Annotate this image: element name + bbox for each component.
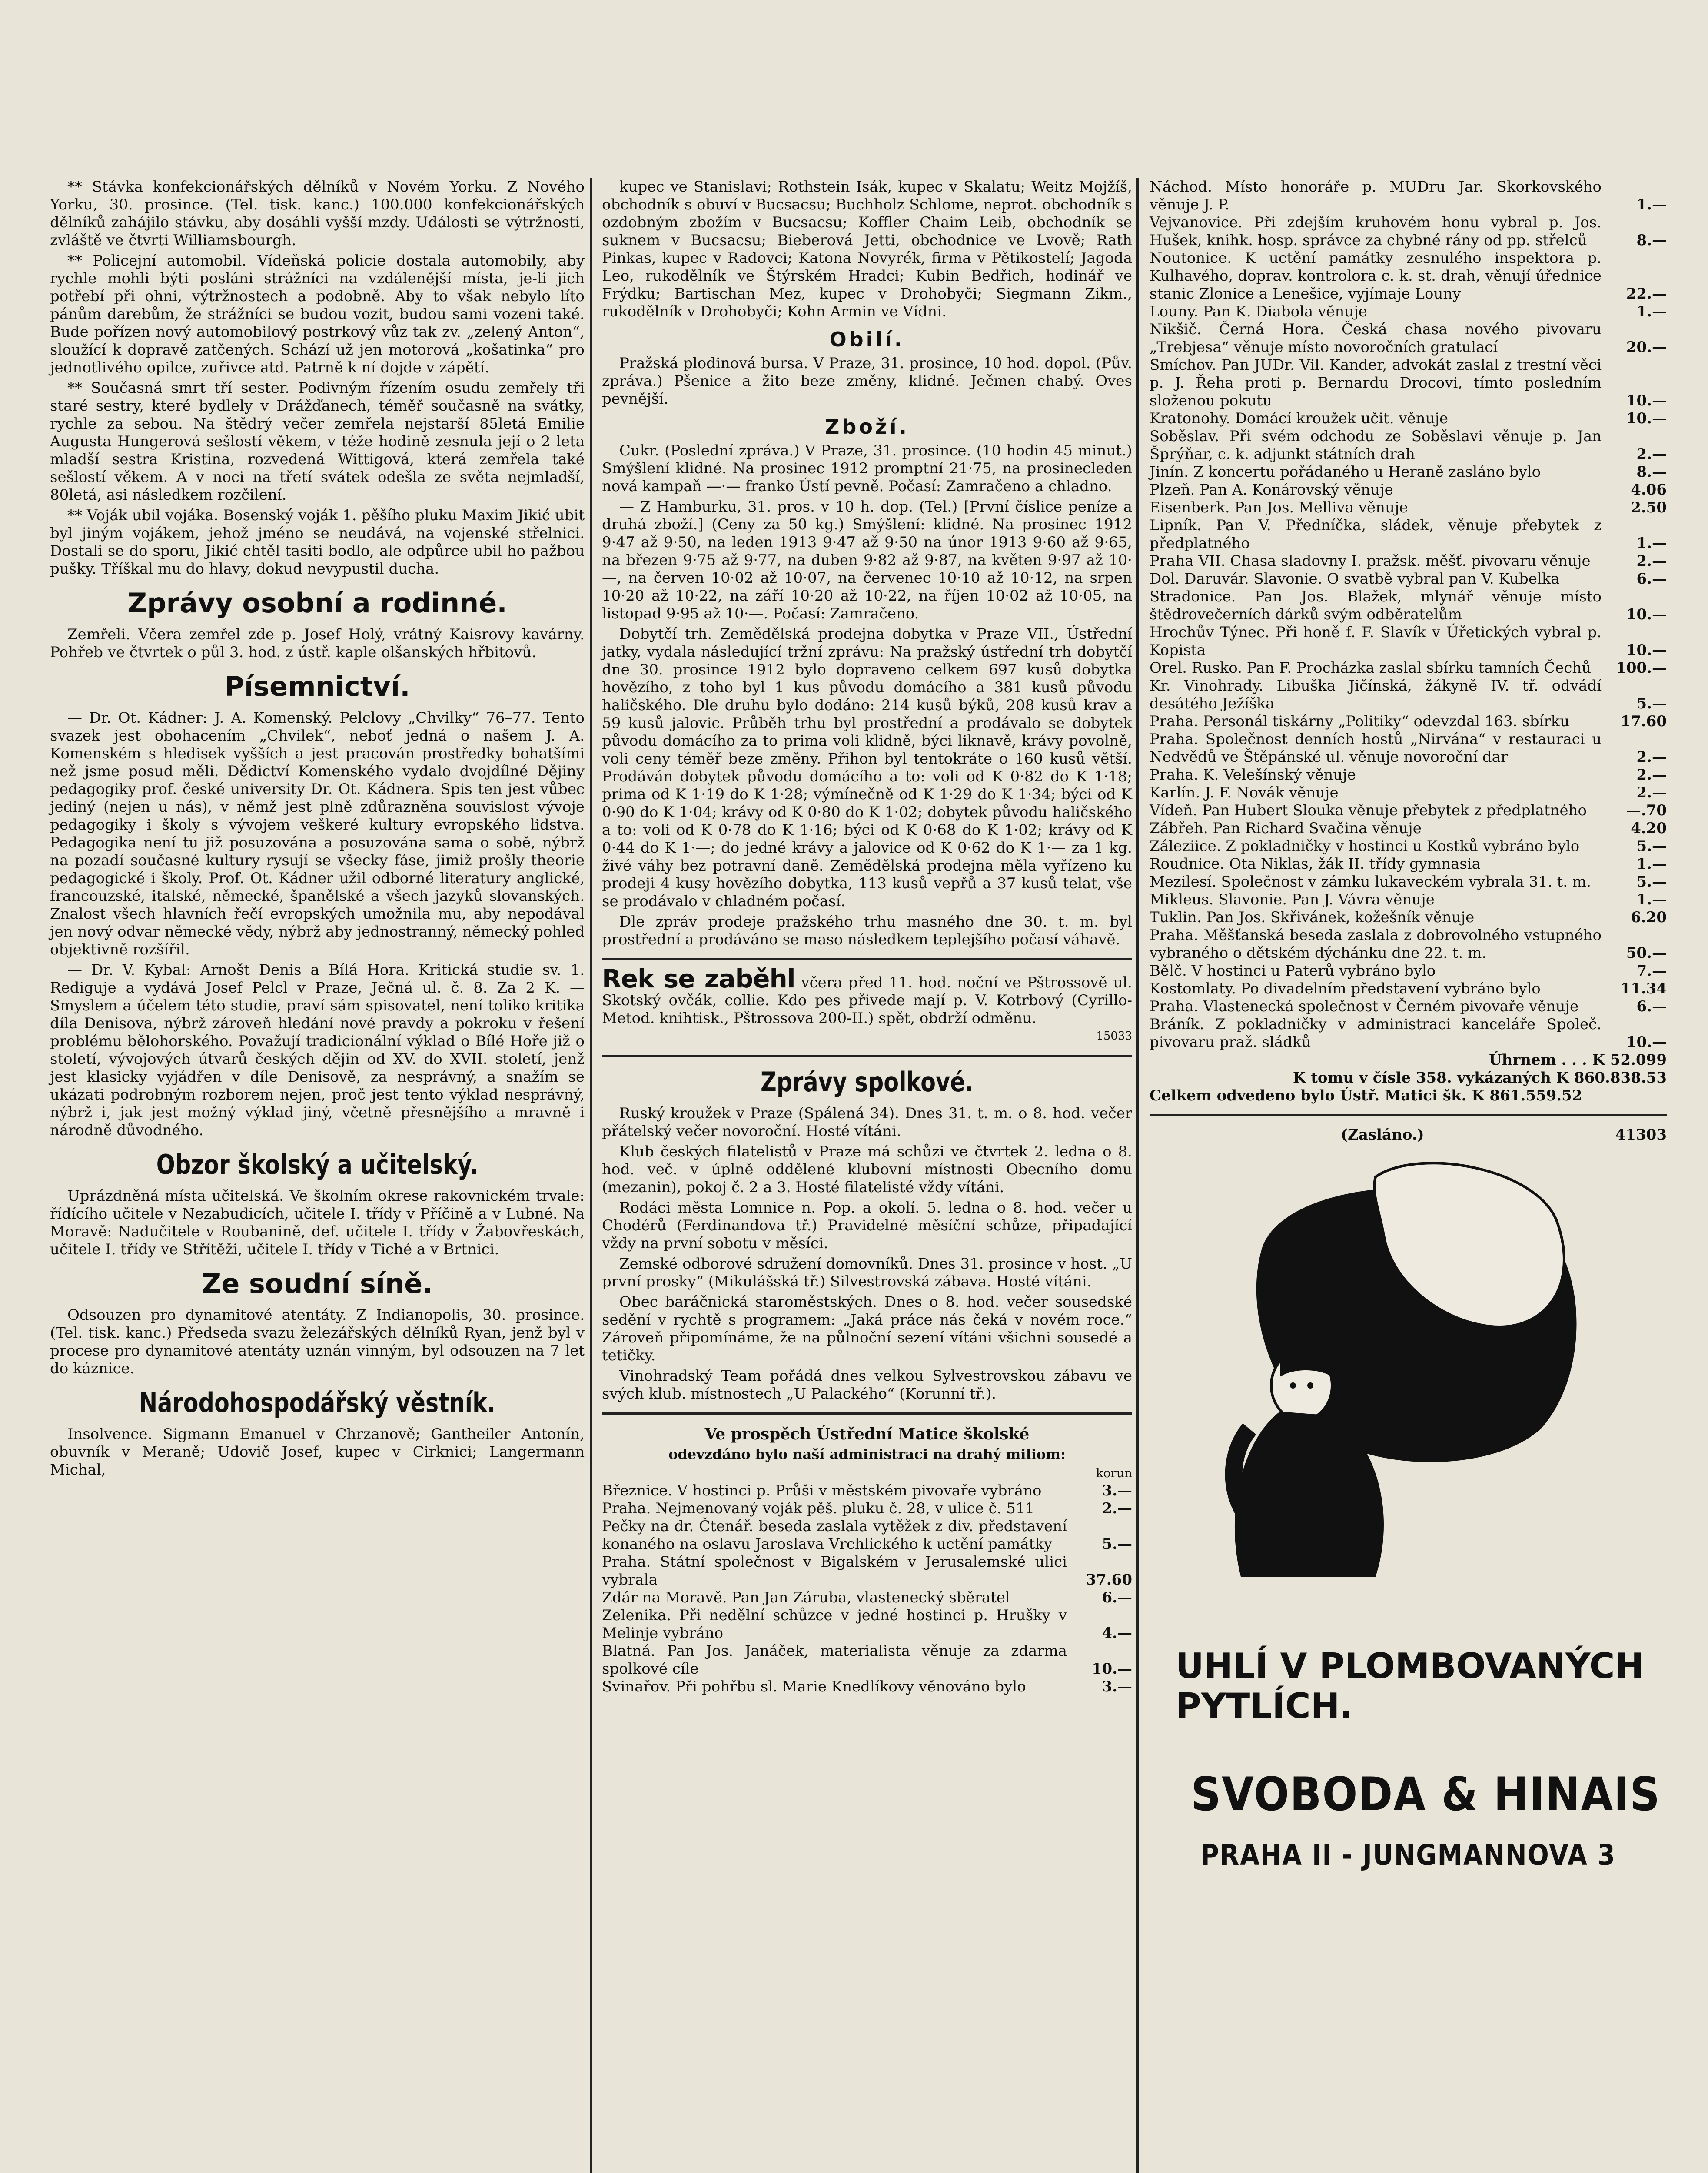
donation-amount: 11.34	[1620, 980, 1667, 997]
donation-unit: korun	[1096, 1466, 1132, 1480]
donation-row	[1150, 980, 1667, 998]
club-russian: Ruský kroužek v Praze (Spálená 34). Dnes 31. t. m. o 8. hod. večer přátelský večer novoroční. Hosté vítáni.	[602, 1105, 1132, 1140]
section-heading-literature: Písemnictví.	[224, 671, 410, 702]
donation-text: Kratonohy. Domácí kroužek učit. věnuje	[1150, 410, 1449, 427]
donation-amount: 20.—	[1626, 339, 1667, 356]
donation-row	[1150, 837, 1667, 855]
club-janitors: Zemské odborové sdružení domovníků. Dnes 31. prosince v host. „U první prosky“ (Mikulášská tř.) Silvestrovská zábava. Hosté vítáni.	[602, 1255, 1132, 1290]
donation-text: Noutonice. K uctění památky zesnulého inspektora p. Kulhavého, doprav. kontrolora c. k. st. drah, věnují úřednice stanic Zlonice a Lenešice, vyjímaje Louny	[1150, 249, 1602, 302]
donation-text: Kr. Vinohrady. Libuška Jičínská, žákyně IV. tř. odvádí desátého Ježíška	[1150, 677, 1602, 712]
donation-text: Praha. Vlastenecká společnost v Černém pivovaře věnuje	[1150, 998, 1579, 1015]
donation-text: Mezilesí. Společnost v zámku lukaveckém vybrala 31. t. m.	[1150, 873, 1591, 890]
donation-amount: 37.60	[1086, 1571, 1132, 1588]
divider	[602, 958, 1132, 960]
donation-row	[1150, 428, 1667, 463]
donation-row	[1150, 481, 1667, 499]
article-hamburg: — Z Hamburku, 31. pros. v 10 h. dop. (Tel.) [První číslice peníze a druhá zboží.] (Ceny za 50 kg.) Smýšlení: klidné. Na prosinec 1912 9·47 až 9·50, na leden 1913 9·47 až 9·50 na únor 1913 9·60 až 9·65, na březen 9·75 až 9·77, na duben 9·82 až 9·87, na květen 9·97 až 10·—, na červen 10·02 až 10·07, na červenec 10·10 až 10·12, na srpen 10·20 až 10·22, na září 10·20 až 10·22, na říjen 10·02 až 10·05, na listopad 9·95 až 10·—. Počasí: Zamračeno.	[602, 498, 1132, 622]
donation-text: Svinařov. Při pohřbu sl. Marie Knedlíkovy věnováno bylo	[602, 1678, 1026, 1695]
donation-amount: 1.—	[1636, 891, 1667, 908]
donation-amount: 4.06	[1631, 481, 1667, 498]
article-obituary: Zemřeli. Včera zemřel zde p. Josef Holý, vrátný Kaisrovy kavárny. Pohřeb ve čtvrtek o půl 3. hod. z ústř. kaple olšanských hřbitovů.	[50, 626, 585, 661]
column-divider	[1136, 178, 1139, 2173]
donation-amount: 5.—	[1636, 873, 1667, 890]
donation-amount: 100.—	[1616, 659, 1667, 677]
club-baracnici: Obec baráčnická staroměstských. Dnes o 8. hod. večer sousedské sedění v rychtě s programem: „Jaká práce nás čeká v novém roce.“ Zároveň připomínáme, že na půlnoční sezení vítáni všichni sousedé a tetičky.	[602, 1293, 1132, 1364]
donation-amount: 10.—	[1626, 392, 1667, 409]
donation-amount: 5.—	[1102, 1535, 1132, 1553]
donation-row	[1150, 677, 1667, 713]
donation-list-continued	[1150, 178, 1667, 1051]
article-meat-market: Dle zpráv prodeje pražského trhu masného dne 30. t. m. byl prostřední a prodáváno se maso následkem teplejšího počasí váhavě.	[602, 913, 1132, 948]
donation-text: Praha. K. Velešínský věnuje	[1150, 766, 1356, 784]
donation-amount: 6.—	[1636, 570, 1667, 588]
donation-text: Roudnice. Ota Niklas, žák II. třídy gymnasia	[1150, 855, 1481, 873]
donation-text: Vídeň. Pan Hubert Slouka věnuje přebytek z předplatného	[1150, 802, 1587, 819]
lost-dog-title: Rek se zaběhl	[602, 964, 795, 993]
article-teacher-posts: Uprázdněná místa učitelská. Ve školním okrese rakovnickém trvale: řídícího učitele v Nezabudicích, učitele I. třídy v Příčině a v Lubné. Na Moravě: Nadučitele v Roubanině, def. učitele I. třídy v Žabovřeskách, učitele I. třídy ve Střítěži, učitele I. třídy v Tiché a v Brtnici.	[50, 1187, 585, 1258]
donation-row	[602, 1607, 1132, 1642]
donation-amount: 50.—	[1626, 944, 1667, 962]
donation-amount: 1.—	[1636, 535, 1667, 552]
article-sugar: Cukr. (Poslední zpráva.) V Praze, 31. prosince. (10 hodin 45 minut.) Smýšlení klidné. Na prosinec 1912 promptní 21·75, na prosinecleden nová kampaň —·— franko Ústí pevně. Počasí: Zamračeno a chladno.	[602, 442, 1132, 495]
donation-row	[1150, 855, 1667, 873]
donation-row	[602, 1589, 1132, 1607]
donation-text: Praha. Personál tiskárny „Politiky“ odevzdal 163. sbírku	[1150, 713, 1570, 730]
divider	[1150, 1114, 1667, 1116]
article-kadner: — Dr. Ot. Kádner: J. A. Komenský. Pelclovy „Chvilky“ 76–77. Tento svazek jest obohacením „Chvilek“, neboť jedná o našem J. A. Komenském s hledisek vyšších a jest pracován prostředky bohatšími než jsme posud měli. Dědictví Komenského vydalo dvojdílné Dějiny pedagogiky prof. české university Dr. Ot. Kádnera. Spis ten jest vůbec jediný (nejen u nás), v němž jest plně zdůrazněna souvislost vývoje pedagogiky i školy s vývojem veškeré kultury evropského lidstva. Pedagogika není tu již posuzována a posuzována sama o sobě, nýbrž na pozadí současné kultury rysují se všecky fáse, jimiž prošly theorie pedagogické i školy. Prof. Ot. Kádner užil odborné literatury anglické, francouzské, italské, německé, španělské a všech jazyků slovanských. Znalost všech hlavních řečí evropských umožnila mu, aby nepodával jen nový odvar německé vědy, nýbrž aby jednostranný, německý pohled objektivně rozšířil.	[50, 709, 585, 958]
donation-row	[1150, 784, 1667, 802]
donation-row	[1150, 249, 1667, 303]
donation-text: Blatná. Pan Jos. Janáček, materialista věnuje za zdarma spolkové cíle	[602, 1642, 1067, 1678]
coal-advertisement	[1150, 1151, 1667, 1929]
advert-header	[1150, 1126, 1667, 1144]
donation-row	[1150, 552, 1667, 570]
donation-text: Vejvanovice. Při zdejším kruhovém honu vybral p. Jos. Hušek, knihk. hosp. správce za chybné rány od pp. střelců	[1150, 214, 1602, 249]
donation-text: Kostomlaty. Po divadelním představení vybráno bylo	[1150, 980, 1541, 997]
section-heading-personal: Zprávy osobní a rodinné.	[127, 587, 507, 619]
donation-amount: 5.—	[1636, 837, 1667, 855]
donation-amount: 4.20	[1631, 820, 1667, 837]
donation-text: Nikšič. Černá Hora. Česká chasa nového pivovaru „Trebjesa“ věnuje místo novoročních gratulací	[1150, 321, 1602, 356]
article-police-car: ** Policejní automobil. Vídeňská policie dostala automobily, aby rychle mohli býti posláni strážníci na vzdálenější místa, je-li jich potřebí při ohni, výtržnostech a podobně. Aby to však nebylo líto pánům darebům, že strážníci se budou vozit, budou sami vozeni také. Bude pořízen nový automobilový postrkový vůz tak zv. „zelený Anton“, sloužící k dopravě zatčených. Schází už jen motorová „košatinka“ pro jednotlivého opilce, zuřivce atd. Patrně k ní dojde v zápětí.	[50, 252, 585, 376]
lost-dog-notice	[602, 964, 1132, 1045]
donation-text: Plzeň. Pan A. Konárovský věnuje	[1150, 481, 1393, 498]
coal-slogan: UHLÍ V PLOMBOVANÝCH PYTLÍCH.	[1176, 1646, 1644, 1726]
donation-row	[1150, 820, 1667, 837]
donation-row	[1150, 802, 1667, 820]
coal-firm-name: SVOBODA & HINAIS	[1191, 1768, 1661, 1821]
grand-total: Celkem odvedeno bylo Ústř. Matici šk. K 861.559.52	[1150, 1087, 1582, 1104]
coal-firm-address: PRAHA II - JUNGMANNOVA 3	[1200, 1838, 1616, 1872]
donation-list	[602, 1482, 1132, 1696]
donation-text: Praha VII. Chasa sladovny I. pražsk. měšť. pivovaru věnuje	[1150, 552, 1591, 570]
article-cattle-market: Dobytčí trh. Zemědělská prodejna dobytka v Praze VII., Ústřední jatky, vydala následující tržní zprávu: Na pražský ústřední trh dobytčí dne 30. prosince 1912 bylo dopraveno celkem 697 kusů dobytka hovězího, z toho byl 1 kus původu domácího a 381 kusů původu haličského. Dle druhu bylo dodáno: 214 kusů býků, 208 kusů krav a 59 kusů jalovic. Průběh trhu byl prostřední a prodávalo se dobytek původu domácího za to prima voli klidně, býci liknavě, krávy povolně, voli ceny téměř beze změny. Přihon byl tentokráte o 160 kusů větší. Prodáván dobytek původu domácího a to: voli od K 0·82 do K 1·18; prima od K 1·19 do K 1·28; výmínečně od K 1·29 do K 1·34; býci od K 0·90 do K 1·04; krávy od K 0·80 do K 1·02; dobytek původu haličského a to: voli od K 0·78 do K 1·16; býci od K 0·68 do K 1·02; krávy od K 0·44 do K 1·—; do jedné krávy a jalovice od K 0·62 do K 1·— za 1 kg. živé váhy bez potravní daně. Zemědělská prodejna měla vyřízeno ku prodeji 4 kusy hovězího dobytka, 113 kusů vepřů a 37 kusů telat, vše se prodávalo v chladném počasí.	[602, 625, 1132, 910]
donation-amount: 10.—	[1626, 410, 1667, 427]
total-value: 52.099	[1610, 1051, 1667, 1069]
donation-amount: 4.—	[1102, 1625, 1132, 1642]
donation-row	[602, 1678, 1132, 1696]
donation-text: Stradonice. Pan Jos. Blažek, mlynář věnuje místo štědrovečerních dárků svým odběratelům	[1150, 588, 1602, 623]
donation-row	[602, 1482, 1132, 1500]
donation-text: Praha. Společnost denních hostů „Nirvána“ v restauraci u Nedvědů ve Štěpánské ul. věnuje novoroční dar	[1150, 731, 1602, 766]
donation-subheading: odevzdáno bylo naší administraci na drahý miliom:	[668, 1446, 1066, 1462]
donation-row	[1150, 178, 1667, 214]
donation-text: Záleziice. Z pokladničky v hostinci u Kostků vybráno bylo	[1150, 837, 1580, 855]
club-lomnice: Rodáci města Lomnice n. Pop. a okolí. 5. ledna o 8. hod. večer u Chodérů (Ferdinandova tř.) Pravidelné měsíční schůze, připadající vždy na první sobotu v měsíci.	[602, 1199, 1132, 1252]
previous-total: K tomu v čísle 358. vykázaných K 860.838.53	[1293, 1069, 1667, 1086]
donation-row	[602, 1500, 1132, 1518]
donation-text: Bráník. Z pokladničky v administraci kanceláře Společ. pivovaru praž. sládků	[1150, 1016, 1602, 1051]
donation-text: Louny. Pan K. Diabola věnuje	[1150, 303, 1367, 320]
donation-row	[1150, 909, 1667, 927]
donation-amount: 2.50	[1631, 499, 1667, 516]
article-strike-newyork: ** Stávka konfekcionářských dělníků v Novém Yorku. Z Nového Yorku, 30. prosince. (Tel. tisk. kanc.) 100.000 konfekcionářských dělníků zahájilo stávku, aby dosáhli vyšší mzdy. Události se výtržnosti, zvláště ve čtvrti Williamsbourgh.	[50, 178, 585, 249]
donation-row	[1150, 731, 1667, 766]
donation-amount: 6.—	[1636, 998, 1667, 1015]
donation-text: Smíchov. Pan JUDr. Vil. Kander, advokát zaslal z trestní věci p. J. Řeha proti p. Bernardu Drocovi, tímto posledním složenou pokutu	[1150, 356, 1602, 409]
donation-text: Zábřeh. Pan Richard Svačina věnuje	[1150, 820, 1422, 837]
donation-text: Jinín. Z koncertu pořádaného u Heraně zasláno bylo	[1150, 463, 1541, 481]
donation-row	[1150, 659, 1667, 677]
donation-row	[1150, 962, 1667, 980]
donation-text: Zelenika. Při nedělní schůzce v jedné hostinci p. Hrušky v Melinje vybráno	[602, 1607, 1067, 1642]
donation-row	[1150, 766, 1667, 784]
section-heading-economy: Národohospodářský věstník.	[139, 1387, 496, 1419]
donation-amount: 1.—	[1636, 196, 1667, 213]
column-divider	[590, 178, 592, 2173]
column-1	[50, 178, 585, 1482]
section-heading-school: Obzor školský a učitelský.	[156, 1149, 479, 1180]
club-philatelists: Klub českých filatelistů v Praze má schůzi ve čtvrtek 2. ledna o 8. hod. več. v úplně oddělené klubovní místnosti Obecního domu (mezanin), pokoj č. 2 a 3. Hosté filatelisté vždy vítáni.	[602, 1143, 1132, 1196]
column-3	[1150, 178, 1667, 1929]
advert-number: 41303	[1615, 1126, 1667, 1143]
article-grain-bourse: Pražská plodinová bursa. V Praze, 31. prosince, 10 hod. dopol. (Pův. zpráva.) Pšenice a žito beze změny, klidné. Ječmen chabý. Oves pevnější.	[602, 355, 1132, 408]
donation-row	[1150, 517, 1667, 552]
donation-text: Pečky na dr. Čtenář. beseda zaslala vytěžek z div. představení konaného na oslavu Jaroslava Vrchlického k uctění památky	[602, 1518, 1067, 1553]
divider	[602, 1055, 1132, 1057]
donation-heading: Ve prospěch Ústřední Matice školské	[704, 1425, 1030, 1443]
donation-text: Zdár na Moravě. Pan Jan Záruba, vlastenecký sběratel	[602, 1589, 1010, 1606]
donation-amount: 2.—	[1636, 766, 1667, 784]
donation-amount: 10.—	[1626, 641, 1667, 659]
section-heading-court: Ze soudní síně.	[202, 1268, 433, 1299]
donation-row	[1150, 463, 1667, 481]
donation-row	[1150, 891, 1667, 909]
donation-amount: 10.—	[1626, 606, 1667, 623]
donation-amount: 5.—	[1636, 695, 1667, 712]
donation-amount: 17.60	[1620, 713, 1667, 730]
donation-text: Mikleus. Slavonie. Pan J. Vávra věnuje	[1150, 891, 1435, 908]
donation-amount: 6.20	[1631, 909, 1667, 926]
donation-amount: 10.—	[1091, 1660, 1132, 1678]
donation-text: Lipník. Pan V. Předníčka, sládek, věnuje přebytek z předplatného	[1150, 517, 1602, 552]
article-insolvency-cont: kupec ve Stanislavi; Rothstein Isák, kupec v Skalatu; Weitz Mojžíš, obchodník s obuví v Bucsacsu; Buchholz Schlome, neprot. obchodník s ozdobným zbožím v Bucsacsu; Koffler Chaim Leib, obchodník se suknem v Bucsacsu; Bieberová Jetti, obchodnice ve Lvově; Rath Pinkas, kupec v Radovci; Katona Novyrék, firma v Pětikostelí; Jagoda Leo, rukodělník ve Štýrském Hradci; Kubin Bedřich, hodinář ve Frýdku; Bartischan Mez, kupec v Drohobyči; Siegmann Zikm., rukodělník v Drohobyči; Kohn Armin ve Vídni.	[602, 178, 1132, 320]
donation-amount: 8.—	[1636, 463, 1667, 481]
club-vinohrady-team: Vinohradský Team pořádá dnes velkou Sylvestrovskou zábavu ve svých klub. místnostech „U Palackého“ (Korunní tř.).	[602, 1367, 1132, 1402]
donation-amount: 8.—	[1636, 232, 1667, 249]
donation-text: Praha. Státní společnost v Bigalském v Jerusalemské ulici vybrala	[602, 1553, 1067, 1588]
lost-dog-text: včera před 11. hod. noční ve Pštrossově ul. Skotský ovčák, collie. Kdo pes přivede mají p. V. Kotrbový (Cyrillo-Metod. knihtisk., Pštrossova 200-II.) spět, obdrží odměnu.	[602, 974, 1132, 1027]
section-heading-clubs: Zprávy spolkové.	[761, 1066, 974, 1098]
donation-amount: 6.—	[1102, 1589, 1132, 1606]
donation-row	[1150, 998, 1667, 1016]
donation-row	[1150, 873, 1667, 891]
donation-amount: 2.—	[1102, 1500, 1132, 1517]
donation-text: Praha. Nejmenovaný voják pěš. pluku č. 28, v ulice č. 511	[602, 1500, 1035, 1517]
donation-amount: 3.—	[1102, 1482, 1132, 1499]
donation-row	[602, 1553, 1132, 1589]
donation-amount: 1.—	[1636, 303, 1667, 320]
donation-row	[1150, 214, 1667, 249]
donation-amount: 3.—	[1102, 1678, 1132, 1695]
section-heading-goods: Zboží.	[825, 415, 909, 439]
donation-amount: 7.—	[1636, 962, 1667, 980]
donation-text: Hrochův Týnec. Při honě f. F. Slavík v Úřetických vybral p. Kopista	[1150, 624, 1602, 659]
donation-row	[1150, 927, 1667, 962]
donation-text: Soběslav. Při svém odchodu ze Soběslavi věnuje p. Jan Šprýňar, c. k. adjunkt státních drah	[1150, 428, 1602, 463]
donation-row	[1150, 410, 1667, 428]
donation-text: Orel. Rusko. Pan F. Procházka zaslal sbírku tamních Čechů	[1150, 659, 1592, 677]
donation-row	[602, 1642, 1132, 1678]
donation-text: Dol. Daruvár. Slavonie. O svatbě vybral pan V. Kubelka	[1150, 570, 1560, 588]
donation-row	[1150, 624, 1667, 659]
donation-row	[1150, 588, 1667, 624]
donation-amount: 2.—	[1636, 748, 1667, 766]
donation-total	[1150, 1051, 1667, 1069]
donation-row	[1150, 303, 1667, 321]
donation-amount: 2.—	[1636, 552, 1667, 570]
donation-text: Praha. Měšťanská beseda zaslala z dobrovolného vstupného vybraného o dětském dýchánku dne 22. t. m.	[1150, 927, 1602, 962]
donation-amount: 2.—	[1636, 784, 1667, 801]
donation-amount: 2.—	[1636, 445, 1667, 463]
donation-row	[1150, 356, 1667, 410]
donation-amount: 22.—	[1626, 285, 1667, 302]
donation-amount: —.70	[1626, 802, 1667, 819]
donation-text: Eisenberk. Pan Jos. Melliva věnuje	[1150, 499, 1408, 516]
advert-label: (Zasláno.)	[1340, 1126, 1424, 1143]
section-heading-grain: Obilí.	[829, 328, 905, 351]
donation-row	[1150, 499, 1667, 517]
donation-row	[1150, 713, 1667, 731]
total-label: Úhrnem . . . K	[1489, 1051, 1605, 1069]
donation-text: Březnice. V hostinci p. Průši v městském pivovaře vybráno	[602, 1482, 1042, 1499]
article-insolvency: Insolvence. Sigmann Emanuel v Chrzanově; Gantheiler Antonín, obuvník v Meraně; Udovič Josef, kupec v Cirknici; Langermann Michal,	[50, 1425, 585, 1479]
article-three-sisters: ** Současná smrt tří sester. Podivným řízením osudu zemřely tři staré sestry, které bydlely v Drážďanech, téměř současně na svátky, rychle za sebou. Na štědrý večer zemřela nejstarší 85letá Emilie Augusta Hungerová sešlostí věkem, v téže hodině zesnula její o 2 leta mladší sestra Kristina, rozvedená Wittigová, která zemřela také sešlostí věkem. A v noci na třetí svátek odešla ze světa nejmladší, 80letá, asi následkem rozčilení.	[50, 379, 585, 504]
donation-row	[1150, 570, 1667, 588]
divider	[602, 1412, 1132, 1415]
article-soldier: ** Voják ubil vojáka. Bosenský voják 1. pěšího pluku Maxim Jikić ubit byl jiným vojákem, jehož jméno se neudává, na vojenské střelnici. Dostali se do sporu, Jikić chtěl tasiti bodlo, ale odpůrce ubil ho pažbou pušky. Tříškal mu do hlavy, dokud nevypustil ducha.	[50, 507, 585, 578]
donation-amount: 10.—	[1626, 1033, 1667, 1051]
donation-text: Karlín. J. F. Novák věnuje	[1150, 784, 1339, 801]
article-dynamite: Odsouzen pro dynamitové atentáty. Z Indianopolis, 30. prosince. (Tel. tisk. kanc.) Předseda svazu železářských dělníků Ryan, jenž byl v procese pro dynamitové atentáty uznán vinným, byl odsouzen na 7 let do káznice.	[50, 1306, 585, 1377]
donation-text: Bělč. V hostinci u Paterů vybráno bylo	[1150, 962, 1436, 980]
donation-row	[1150, 1016, 1667, 1051]
donation-row	[1150, 321, 1667, 356]
article-kybal: — Dr. V. Kybal: Arnošt Denis a Bílá Hora. Kritická studie sv. 1. Rediguje a vydává Josef Pelcl v Praze, Ječná ul. č. 8. Za 2 K. — Smyslem a účelem této studie, praví sám spisovatel, není toliko kritika díla Denisova, nýbrž zároveň hledání nové pravdy a pokroku v řešení problému bělohorského. Považují tradicionální výklad o Bílé Hoře již o století, vývojových útvarů českých dějin od XV. do XVII. století, jenž jest klasicky vyjádřen v díle Denisově, za nesprávný, a snažím se ukázati podrobným rozborem nejen, proč jest tento výklad nesprávný, nýbrž i, jak jest možný výklad jiný, včetně přesnějšího a mravně i národně důvodného.	[50, 961, 585, 1139]
newspaper-page	[41, 35, 1675, 2173]
donation-row	[602, 1518, 1132, 1553]
donation-amount: 1.—	[1636, 855, 1667, 873]
notice-number: 15033	[1096, 1030, 1132, 1043]
donation-text: Náchod. Místo honoráře p. MUDru Jar. Skorkovského věnuje J. P.	[1150, 178, 1602, 213]
donation-text: Tuklin. Pan Jos. Skřivánek, kožešník věnuje	[1150, 909, 1475, 926]
column-2	[602, 178, 1132, 1696]
